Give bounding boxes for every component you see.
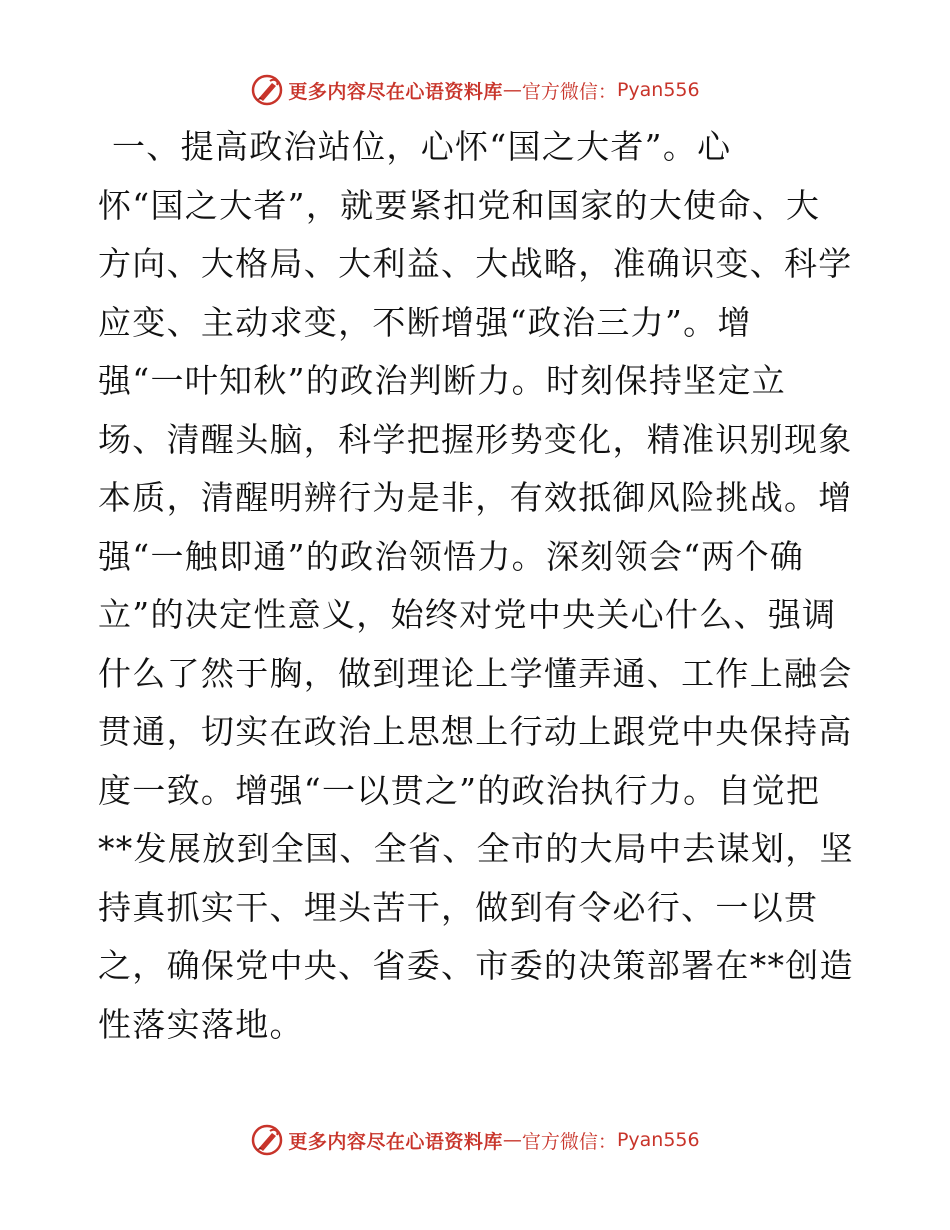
text-line: 强“一触即通”的政治领悟力。深刻领会“两个确 bbox=[98, 536, 805, 576]
banner-wechat-id: Pyan556 bbox=[616, 79, 700, 101]
banner-slogan: 更多内容尽在心语资料库 bbox=[288, 1130, 503, 1153]
footer-banner bbox=[0, 1120, 950, 1160]
text-line: 度一致。增强“一以贯之”的政治执行力。自觉把 bbox=[98, 770, 821, 810]
text-line: 本质，清醒明辨行为是非，有效抵御风险挑战。增 bbox=[98, 478, 853, 517]
banner-wechat-label: 官方微信： bbox=[521, 1130, 617, 1153]
text-line: **发展放到全国、全省、全市的大局中去谋划，坚 bbox=[98, 829, 854, 868]
text-line: 应变、主动求变，不断增强“政治三力”。增 bbox=[98, 302, 752, 342]
body-text bbox=[98, 118, 858, 1054]
banner-wechat-id: Pyan556 bbox=[616, 1129, 700, 1151]
banner-dash: — bbox=[502, 1129, 522, 1151]
text-line: 贯通，切实在政治上思想上行动上跟党中央保持高 bbox=[98, 712, 853, 751]
banner-dash: — bbox=[502, 79, 522, 101]
text-line: 一、提高政治站位，心怀“国之大者”。心 bbox=[112, 127, 732, 166]
text-line: 强“一叶知秋”的政治判断力。时刻保持坚定立 bbox=[98, 361, 787, 400]
pen-logo-icon bbox=[250, 1123, 284, 1157]
text-line: 立”的决定性意义，始终对党中央关心什么、强调 bbox=[98, 595, 837, 634]
text-line: 怀“国之大者”，就要紧扣党和国家的大使命、大 bbox=[98, 185, 821, 225]
pen-logo-icon bbox=[250, 73, 284, 107]
text-line: 持真抓实干、埋头苦干，做到有令必行、一以贯 bbox=[98, 887, 819, 927]
text-line: 方向、大格局、大利益、大战略，准确识变、科学 bbox=[98, 244, 853, 283]
text-line: 性落实落地。 bbox=[98, 1004, 304, 1044]
text-line: 之，确保党中央、省委、市委的决策部署在**创造 bbox=[98, 946, 854, 985]
banner-slogan: 更多内容尽在心语资料库 bbox=[288, 80, 503, 103]
banner-wechat-label: 官方微信： bbox=[521, 80, 617, 103]
text-line: 场、清醒头脑，科学把握形势变化，精准识别现象 bbox=[98, 419, 853, 459]
header-banner bbox=[0, 70, 950, 110]
text-line: 什么了然于胸，做到理论上学懂弄通、工作上融会 bbox=[98, 653, 853, 693]
